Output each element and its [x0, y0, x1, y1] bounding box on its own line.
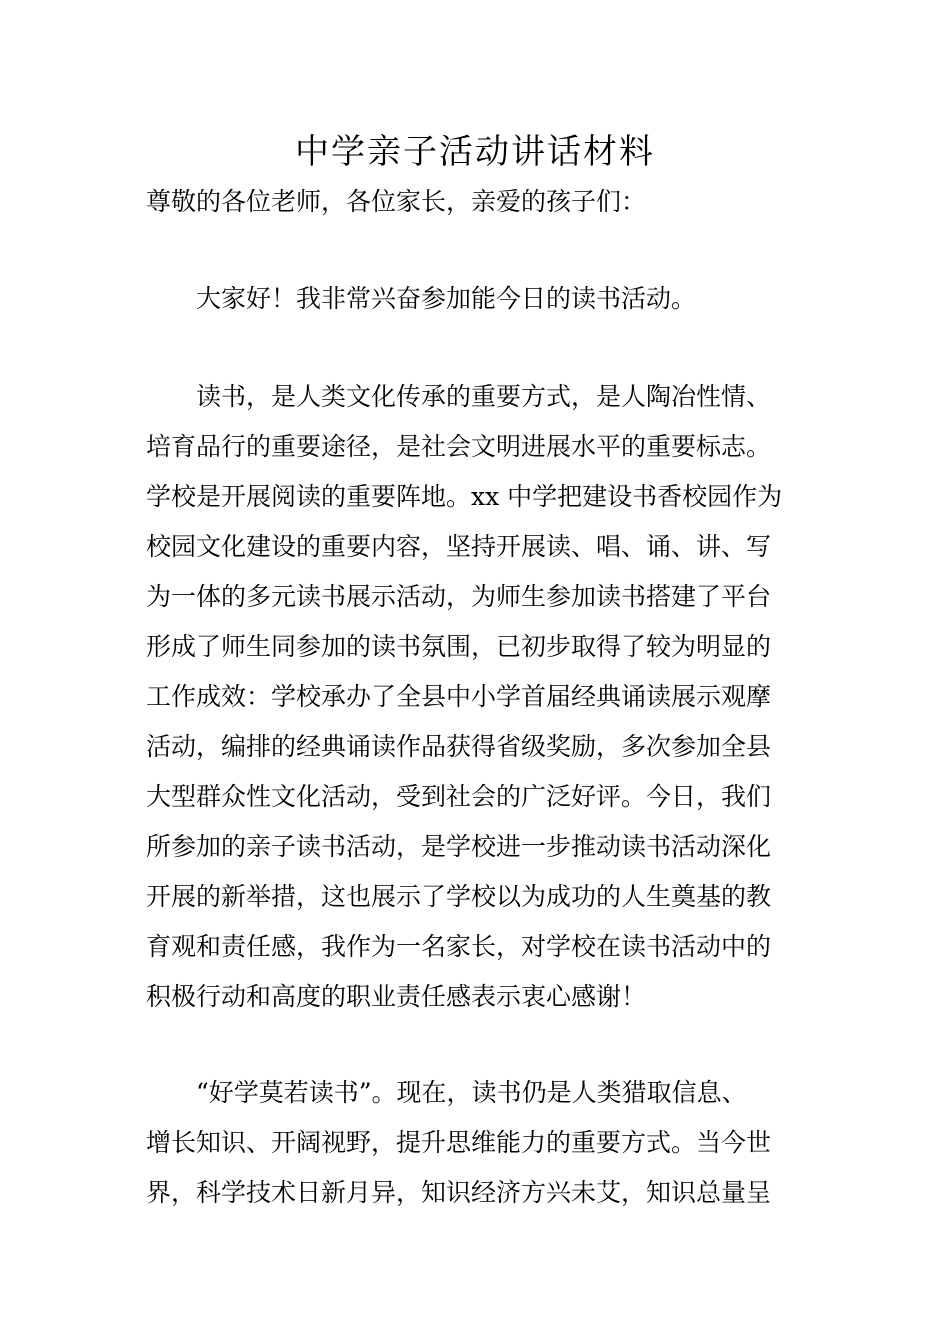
paragraph-line: 大型群众性文化活动，受到社会的广泛好评。今日，我们: [146, 782, 772, 811]
paragraph-line: 工作成效：学校承办了全县中小学首届经典诵读展示观摩: [146, 682, 772, 711]
paragraph-line: 积极行动和高度的职业责任感表示衷心感谢！: [146, 982, 647, 1011]
paragraph-line: 校园文化建设的重要内容，坚持开展读、唱、诵、讲、写: [146, 532, 772, 561]
greeting-line: 尊敬的各位老师，各位家长，亲爱的孩子们：: [146, 187, 647, 216]
document-title: 中学亲子活动讲话材料: [295, 132, 655, 172]
paragraph-line: 增长知识、开阔视野，提升思维能力的重要方式。当今世: [146, 1128, 772, 1157]
paragraph-line: 为一体的多元读书展示活动，为师生参加读书搭建了平台: [146, 582, 772, 611]
paragraph-opening: 大家好！我非常兴奋参加能今日的读书活动。: [196, 284, 697, 313]
paragraph-line: “好学莫若读书”。现在，读书仍是人类猎取信息、: [196, 1078, 747, 1107]
paragraph-line: 开展的新举措，这也展示了学校以为成功的人生奠基的教: [146, 882, 772, 911]
paragraph-line: 活动，编排的经典诵读作品获得省级奖励，多次参加全县: [146, 732, 772, 761]
paragraph-line: 形成了师生同参加的读书氛围，已初步取得了较为明显的: [146, 632, 772, 661]
paragraph-study-quote: [146, 1068, 806, 1218]
paragraph-line: 学校是开展阅读的重要阵地。xx 中学把建设书香校园作为: [146, 482, 783, 511]
paragraph-reading-importance: [146, 372, 806, 1022]
paragraph-line: 育观和责任感，我作为一名家长，对学校在读书活动中的: [146, 932, 772, 961]
paragraph-line: 所参加的亲子读书活动，是学校进一步推动读书活动深化: [146, 832, 772, 861]
paragraph-line: 读书，是人类文化传承的重要方式，是人陶冶性情、: [196, 382, 772, 411]
paragraph-line: 培育品行的重要途径，是社会文明进展水平的重要标志。: [146, 432, 772, 461]
paragraph-line: 界，科学技术日新月异，知识经济方兴未艾，知识总量呈: [146, 1178, 772, 1207]
